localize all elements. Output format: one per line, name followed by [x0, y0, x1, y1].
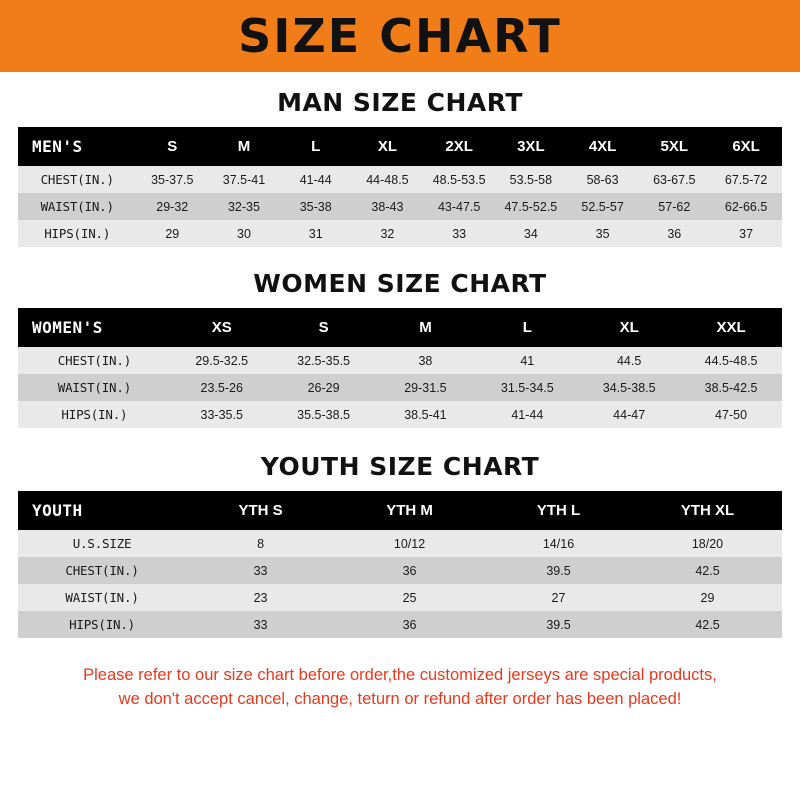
table-row — [18, 530, 782, 557]
table-cell: 43-47.5 — [423, 193, 495, 220]
table-cell: 34.5-38.5 — [578, 374, 680, 401]
page-banner — [0, 0, 800, 72]
table-cell: 38.5-41 — [375, 401, 477, 428]
table-cell: 41-44 — [476, 401, 578, 428]
table-row — [18, 347, 782, 374]
table-cell: 29 — [633, 584, 782, 611]
section-title-youth: YOUTH SIZE CHART — [260, 452, 540, 481]
table-row — [18, 401, 782, 428]
table-header-cell: XL — [578, 308, 680, 347]
table-cell: 38.5-42.5 — [680, 374, 782, 401]
row-label: WAIST(IN.) — [18, 193, 136, 220]
table-cell: 10/12 — [335, 530, 484, 557]
table-header-row — [18, 491, 782, 530]
table-cell: 39.5 — [484, 557, 633, 584]
table-header-cell: 3XL — [495, 127, 567, 166]
table-cell: 25 — [335, 584, 484, 611]
table-cell: 33 — [186, 557, 335, 584]
row-label: CHEST(IN.) — [18, 347, 171, 374]
row-label: HIPS(IN.) — [18, 220, 136, 247]
table-header-cell: XS — [171, 308, 273, 347]
table-header-cell: YTH XL — [633, 491, 782, 530]
table-cell: 14/16 — [484, 530, 633, 557]
table-cell: 32.5-35.5 — [273, 347, 375, 374]
table-cell: 58-63 — [567, 166, 639, 193]
table-man — [18, 127, 782, 247]
table-header-cell: 5XL — [638, 127, 710, 166]
footer-note-line-2: we don't accept cancel, change, teturn or refund after order has been placed! — [118, 689, 682, 708]
table-cell: 35 — [567, 220, 639, 247]
table-women — [18, 308, 782, 428]
table-cell: 38 — [375, 347, 477, 374]
table-cell: 33 — [423, 220, 495, 247]
table-cell: 33-35.5 — [171, 401, 273, 428]
table-cell: 35-37.5 — [136, 166, 208, 193]
table-header-cell: MEN'S — [18, 127, 136, 166]
table-cell: 31 — [280, 220, 352, 247]
table-cell: 29-32 — [136, 193, 208, 220]
table-cell: 41-44 — [280, 166, 352, 193]
table-cell: 41 — [476, 347, 578, 374]
table-header-cell: 6XL — [710, 127, 782, 166]
table-row — [18, 557, 782, 584]
footer-note-line-1: Please refer to our size chart before order,the customized jerseys are special products, — [83, 666, 717, 684]
table-row — [18, 193, 782, 220]
table-cell: 18/20 — [633, 530, 782, 557]
table-cell: 42.5 — [633, 611, 782, 638]
table-cell: 52.5-57 — [567, 193, 639, 220]
table-man-head — [18, 127, 782, 166]
table-youth-body — [18, 530, 782, 638]
table-cell: 29 — [136, 220, 208, 247]
table-cell: 47.5-52.5 — [495, 193, 567, 220]
table-cell: 53.5-58 — [495, 166, 567, 193]
table-cell: 29.5-32.5 — [171, 347, 273, 374]
table-header-cell: M — [208, 127, 280, 166]
table-cell: 37 — [710, 220, 782, 247]
row-label: CHEST(IN.) — [18, 557, 186, 584]
table-cell: 23 — [186, 584, 335, 611]
table-cell: 44.5 — [578, 347, 680, 374]
table-row — [18, 220, 782, 247]
table-cell: 29-31.5 — [375, 374, 477, 401]
section-youth — [18, 452, 782, 638]
table-header-cell: YTH S — [186, 491, 335, 530]
table-cell: 63-67.5 — [638, 166, 710, 193]
table-cell: 32-35 — [208, 193, 280, 220]
table-cell: 38-43 — [352, 193, 424, 220]
table-cell: 26-29 — [273, 374, 375, 401]
table-header-cell: YOUTH — [18, 491, 186, 530]
table-cell: 48.5-53.5 — [423, 166, 495, 193]
table-header-cell: S — [136, 127, 208, 166]
table-cell: 35.5-38.5 — [273, 401, 375, 428]
table-header-cell: S — [273, 308, 375, 347]
table-cell: 32 — [352, 220, 424, 247]
table-cell: 44-47 — [578, 401, 680, 428]
table-cell: 34 — [495, 220, 567, 247]
section-title-women: WOMEN SIZE CHART — [253, 269, 547, 298]
table-cell: 36 — [335, 611, 484, 638]
table-women-head — [18, 308, 782, 347]
table-cell: 31.5-34.5 — [476, 374, 578, 401]
table-youth — [18, 491, 782, 638]
table-header-cell: XXL — [680, 308, 782, 347]
table-cell: 35-38 — [280, 193, 352, 220]
table-header-cell: 2XL — [423, 127, 495, 166]
table-header-row — [18, 308, 782, 347]
section-title-man: MAN SIZE CHART — [277, 88, 523, 117]
table-cell: 42.5 — [633, 557, 782, 584]
table-header-cell: XL — [352, 127, 424, 166]
table-cell: 44-48.5 — [352, 166, 424, 193]
table-cell: 27 — [484, 584, 633, 611]
table-cell: 44.5-48.5 — [680, 347, 782, 374]
table-cell: 57-62 — [638, 193, 710, 220]
table-header-cell: WOMEN'S — [18, 308, 171, 347]
table-header-row — [18, 127, 782, 166]
row-label: U.S.SIZE — [18, 530, 186, 557]
table-header-cell: YTH L — [484, 491, 633, 530]
section-man — [18, 88, 782, 247]
row-label: WAIST(IN.) — [18, 584, 186, 611]
table-header-cell: YTH M — [335, 491, 484, 530]
table-row — [18, 584, 782, 611]
table-row — [18, 374, 782, 401]
table-header-cell: L — [280, 127, 352, 166]
row-label: WAIST(IN.) — [18, 374, 171, 401]
chart-content — [0, 88, 800, 712]
table-cell: 62-66.5 — [710, 193, 782, 220]
table-header-cell: 4XL — [567, 127, 639, 166]
table-cell: 36 — [335, 557, 484, 584]
table-cell: 67.5-72 — [710, 166, 782, 193]
table-cell: 37.5-41 — [208, 166, 280, 193]
table-header-cell: L — [476, 308, 578, 347]
section-women — [18, 269, 782, 428]
row-label: CHEST(IN.) — [18, 166, 136, 193]
row-label: HIPS(IN.) — [18, 401, 171, 428]
table-cell: 33 — [186, 611, 335, 638]
table-youth-head — [18, 491, 782, 530]
table-header-cell: M — [375, 308, 477, 347]
page-title: SIZE CHART — [238, 9, 562, 63]
table-cell: 47-50 — [680, 401, 782, 428]
table-man-body — [18, 166, 782, 247]
table-row — [18, 611, 782, 638]
table-cell: 8 — [186, 530, 335, 557]
table-cell: 39.5 — [484, 611, 633, 638]
row-label: HIPS(IN.) — [18, 611, 186, 638]
table-women-body — [18, 347, 782, 428]
table-cell: 23.5-26 — [171, 374, 273, 401]
table-row — [18, 166, 782, 193]
table-cell: 36 — [638, 220, 710, 247]
table-cell: 30 — [208, 220, 280, 247]
footer-note — [18, 664, 782, 712]
